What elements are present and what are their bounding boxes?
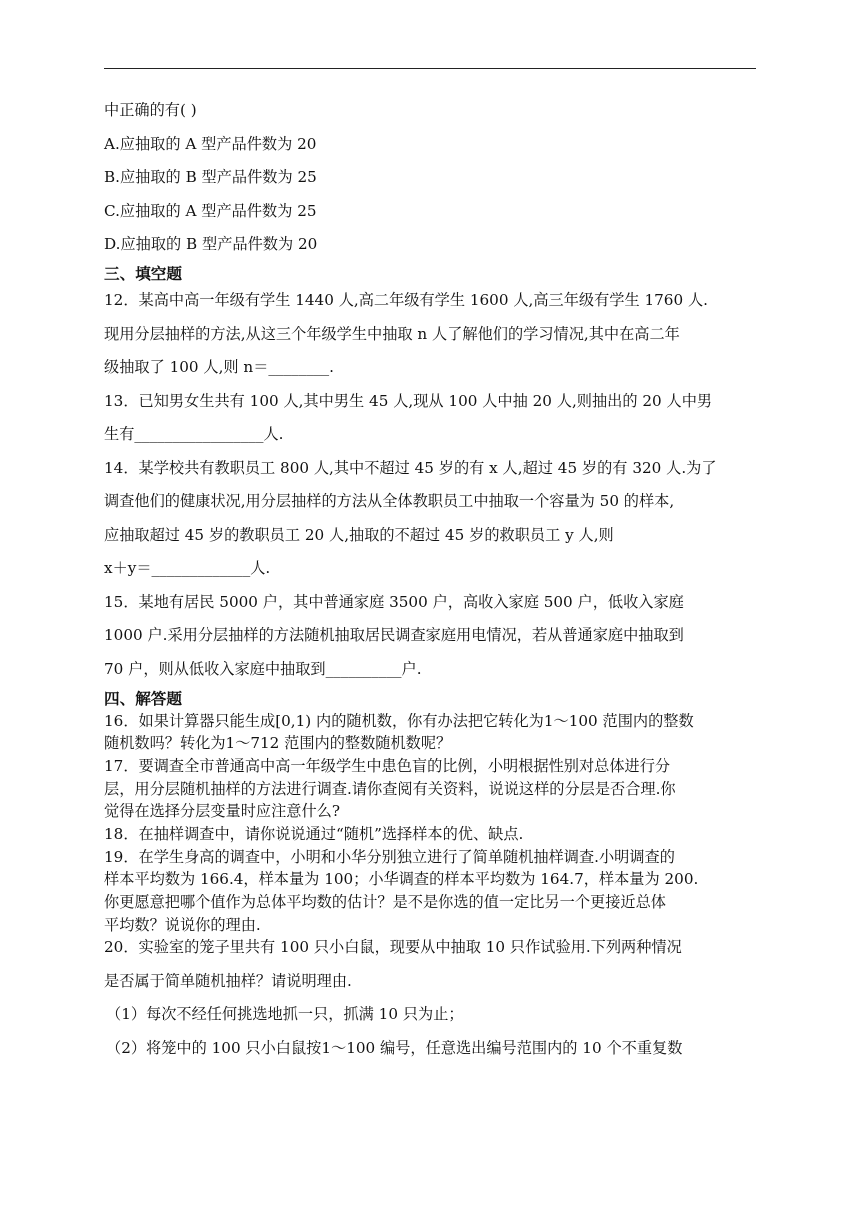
question-15-line: 15．某地有居民 5000 户，其中普通家庭 3500 户，高收入家庭 500 户，低收入家庭 xyxy=(104,592,684,611)
question-20-line: 是否属于简单随机抽样？请说明理由. xyxy=(104,971,352,990)
question-12-line: 12．某高中高一年级有学生 1440 人,高二年级有学生 1600 人,高三年级有学生 1760 人. xyxy=(104,291,708,309)
question-17-line: 层，用分层随机抽样的方法进行调查.请你查阅有关资料，说说这样的分层是否合理.你 xyxy=(104,779,676,798)
question-20-sub-item: （2）将笼中的 100 只小白鼠按1～100 编号，任意选出编号范围内的 10 个不重复数 xyxy=(106,1038,683,1057)
question-14-line: x＋y＝_____________人. xyxy=(104,559,271,577)
question-20-line: 20．实验室的笼子里共有 100 只小白鼠，现要从中抽取 10 只作试验用.下列两种情况 xyxy=(104,938,682,957)
question-11-options xyxy=(104,134,764,255)
question-19-line: 平均数？说说你的理由. xyxy=(104,915,261,934)
question-13-line: 生有_________________人. xyxy=(104,425,284,443)
question-20-sub-item: （1）每次不经任何挑选地抓一只，抓满 10 只为止； xyxy=(106,1005,464,1024)
option-a: A.应抽取的 A 型产品件数为 20 xyxy=(104,134,317,153)
question-16-line: 随机数吗？转化为1～712 范围内的整数随机数呢？ xyxy=(104,734,452,753)
option-b: B.应抽取的 B 型产品件数为 25 xyxy=(104,168,317,186)
question-12-line: 现用分层抽样的方法,从这三个年级学生中抽取 n 人了解他们的学习情况,其中在高二年 xyxy=(104,324,680,343)
question-12 xyxy=(104,290,764,377)
section-fill-in-title: 三、填空题 xyxy=(104,265,182,283)
option-c: C.应抽取的 A 型产品件数为 25 xyxy=(104,201,317,220)
question-11-tail: 中正确的有( ) xyxy=(104,101,197,119)
section-answer-title: 四、解答题 xyxy=(104,689,182,708)
question-14-line: 14．某学校共有教职员工 800 人,其中不超过 45 岁的有 x 人,超过 45 岁的有 320 人.为了 xyxy=(104,458,717,477)
question-15-line: 70 户，则从低收入家庭中抽取到__________户. xyxy=(104,659,422,678)
question-14-line: 应抽取超过 45 岁的教职员工 20 人,抽取的不超过 45 岁的救职员工 y 人,则 xyxy=(104,525,614,544)
question-15 xyxy=(104,592,764,679)
question-17-line: 17．要调查全市普通高中高一年级学生中患色盲的比例，小明根据性别对总体进行分 xyxy=(104,756,671,775)
question-15-line: 1000 户.采用分层抽样的方法随机抽取居民调查家庭用电情况，若从普通家庭中抽取到 xyxy=(104,626,684,644)
question-13-line: 13．已知男女生共有 100 人,其中男生 45 人,现从 100 人中抽 20 人,则抽出的 20 人中男 xyxy=(104,391,713,410)
question-13 xyxy=(104,391,764,445)
question-19-line: 你更愿意把哪个值作为总体平均数的估计？是不是你选的值一定比另一个更接近总体 xyxy=(104,893,666,911)
question-19-line: 19．在学生身高的调查中，小明和小华分别独立进行了简单随机抽样调查.小明调查的 xyxy=(104,847,675,866)
option-d: D.应抽取的 B 型产品件数为 20 xyxy=(104,235,318,253)
question-14 xyxy=(104,458,764,579)
question-17-line: 觉得在选择分层变量时应注意什么? xyxy=(104,802,340,821)
header-rule xyxy=(104,68,756,69)
question-12-line: 级抽取了 100 人,则 n＝________. xyxy=(104,358,334,376)
question-20 xyxy=(104,937,764,1058)
question-18-line: 18．在抽样调查中，请你说说通过“随机”选择样本的优、缺点. xyxy=(104,824,524,843)
question-19-line: 样本平均数为 166.4，样本量为 100；小华调查的样本平均数为 164.7，样本量为 200. xyxy=(104,870,699,889)
question-16-line: 16．如果计算器只能生成[0,1) 内的随机数，你有办法把它转化为1～100 范围内的整数 xyxy=(104,711,694,730)
question-14-line: 调查他们的健康状况,用分层抽样的方法从全体教职员工中抽取一个容量为 50 的样本, xyxy=(104,492,675,510)
document-body xyxy=(104,100,764,1071)
questions-16-19 xyxy=(104,711,764,935)
